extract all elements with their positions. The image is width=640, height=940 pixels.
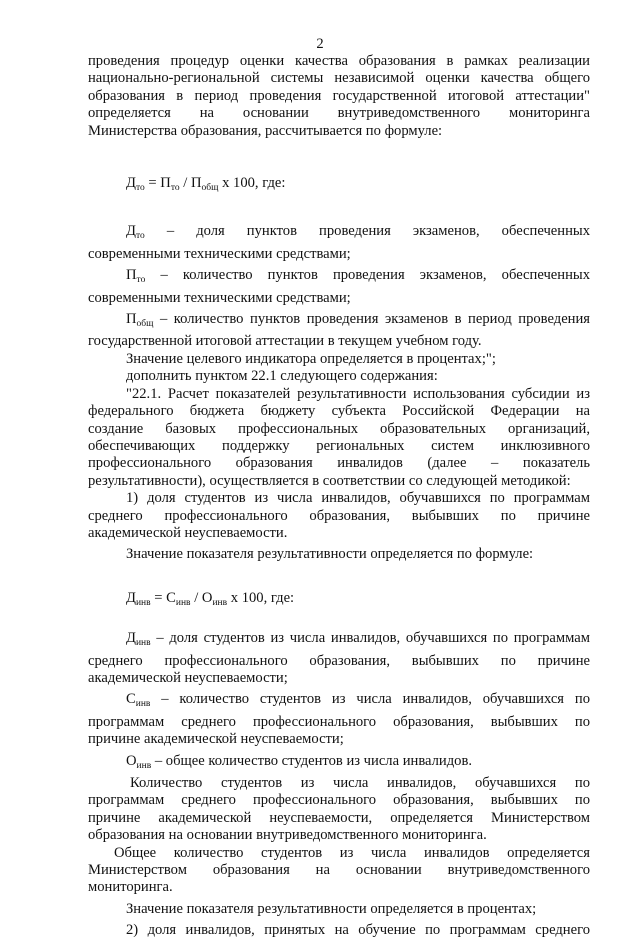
text-line: проведения процедур оценки качества образования в рамках реализации — [88, 53, 590, 69]
page-number: 2 — [316, 36, 324, 52]
item-1 — [88, 490, 590, 542]
target-value-line: Значение целевого индикатора определяется в процентах;"; — [126, 350, 496, 367]
text-line: $О_{инв}$ – общее количество студентов из числа инвалидов. — [126, 752, 472, 771]
text-line: федерального бюджета бюджету субъекта Российской Федерации на — [88, 403, 590, 420]
text-line: образования в период проведения государственной итоговой аттестации" — [88, 87, 590, 104]
text-line: академической неуспеваемости. — [88, 524, 288, 541]
text-line: результативности), осуществляется в соответствии со следующей методикой: — [88, 472, 571, 489]
paragraph-22-1 — [88, 386, 590, 490]
text-line: "22.1. Расчет показателей результативности использования субсидии из — [126, 385, 590, 402]
paragraph-total — [88, 845, 590, 897]
intro-paragraph — [88, 53, 590, 140]
document-body — [88, 53, 590, 940]
formula-dinv: $Д_{инв} = С_{инв} / О_{инв}$ х 100, где: — [126, 589, 295, 608]
definition-dto — [88, 223, 590, 263]
text-line: $П_{то}$ – количество пунктов проведения экзаменов, обеспеченных — [126, 267, 590, 286]
definition-pto — [88, 267, 590, 307]
text-line: 1) доля студентов из числа инвалидов, обучавшихся по программам — [126, 490, 590, 507]
text-line: современными техническими средствами; — [88, 289, 351, 306]
text-line: Количество студентов из числа инвалидов, обучавшихся по — [130, 775, 590, 791]
text-line: причине академической неуспеваемости; — [88, 731, 344, 748]
definition-oinv — [88, 753, 590, 775]
text-line: обеспечивающих поддержку региональных систем инклюзивного — [88, 437, 590, 454]
paragraph-count — [88, 775, 590, 845]
definition-sinv — [88, 691, 590, 748]
item-2-line: 2) доля инвалидов, принятых на обучение по программам среднего — [126, 922, 590, 939]
text-line: мониторинга. — [88, 879, 173, 896]
text-line: Министерством образования на основании внутриведомственного — [88, 862, 590, 879]
text-line: среднего профессионального образования, выбывших по причине — [88, 652, 590, 669]
text-line: современными техническими средствами; — [88, 245, 351, 262]
supplement-line: дополнить пунктом 22.1 следующего содержания: — [126, 368, 438, 385]
value-by-formula-line: Значение показателя результативности определяется по формуле: — [126, 546, 534, 563]
text-line: национально-региональной системы независимой оценки качества общего — [88, 70, 590, 87]
text-line: $П_{общ}$ – количество пунктов проведения экзаменов в период проведения — [126, 311, 590, 330]
text-line: создание базовых профессиональных образовательных организаций, — [88, 420, 590, 437]
text-line: Общее количество студентов из числа инвалидов определяется — [114, 844, 590, 861]
text-line: $С_{инв}$ – количество студентов из числа инвалидов, обучавшихся по — [126, 691, 590, 710]
text-line: программам среднего профессионального образования, выбывших по — [88, 713, 590, 730]
text-line: академической неуспеваемости; — [88, 669, 288, 686]
text-line: $Д_{то}$ – доля пунктов проведения экзаменов, обеспеченных — [126, 223, 590, 242]
definition-pobsh — [88, 311, 590, 351]
value-percent-line: Значение показателя результативности определяется в процентах; — [126, 900, 537, 917]
text-line: профессионального образования инвалидов (далее – показатель — [88, 455, 590, 472]
text-line: $Д_{инв}$ – доля студентов из числа инвалидов, обучавшихся по программам — [126, 630, 590, 649]
text-line: Министерства образования, рассчитывается по формуле: — [88, 122, 443, 139]
text-line: образования на основании внутриведомственного мониторинга. — [88, 827, 487, 844]
text-line: определяется на основании внутриведомственного мониторинга — [88, 105, 590, 122]
text-line: программам среднего профессионального образования, выбывших по — [88, 792, 590, 809]
definition-dinv — [88, 630, 590, 687]
formula-dto: $Д_{то} = П_{то} / П_{общ}$ х 100, где: — [126, 175, 286, 194]
text-line: среднего профессионального образования, выбывших по причине — [88, 507, 590, 524]
text-line: государственной итоговой аттестации в текущем учебном году. — [88, 333, 482, 350]
text-line: причине академической неуспеваемости, определяется Министерством — [88, 809, 590, 826]
